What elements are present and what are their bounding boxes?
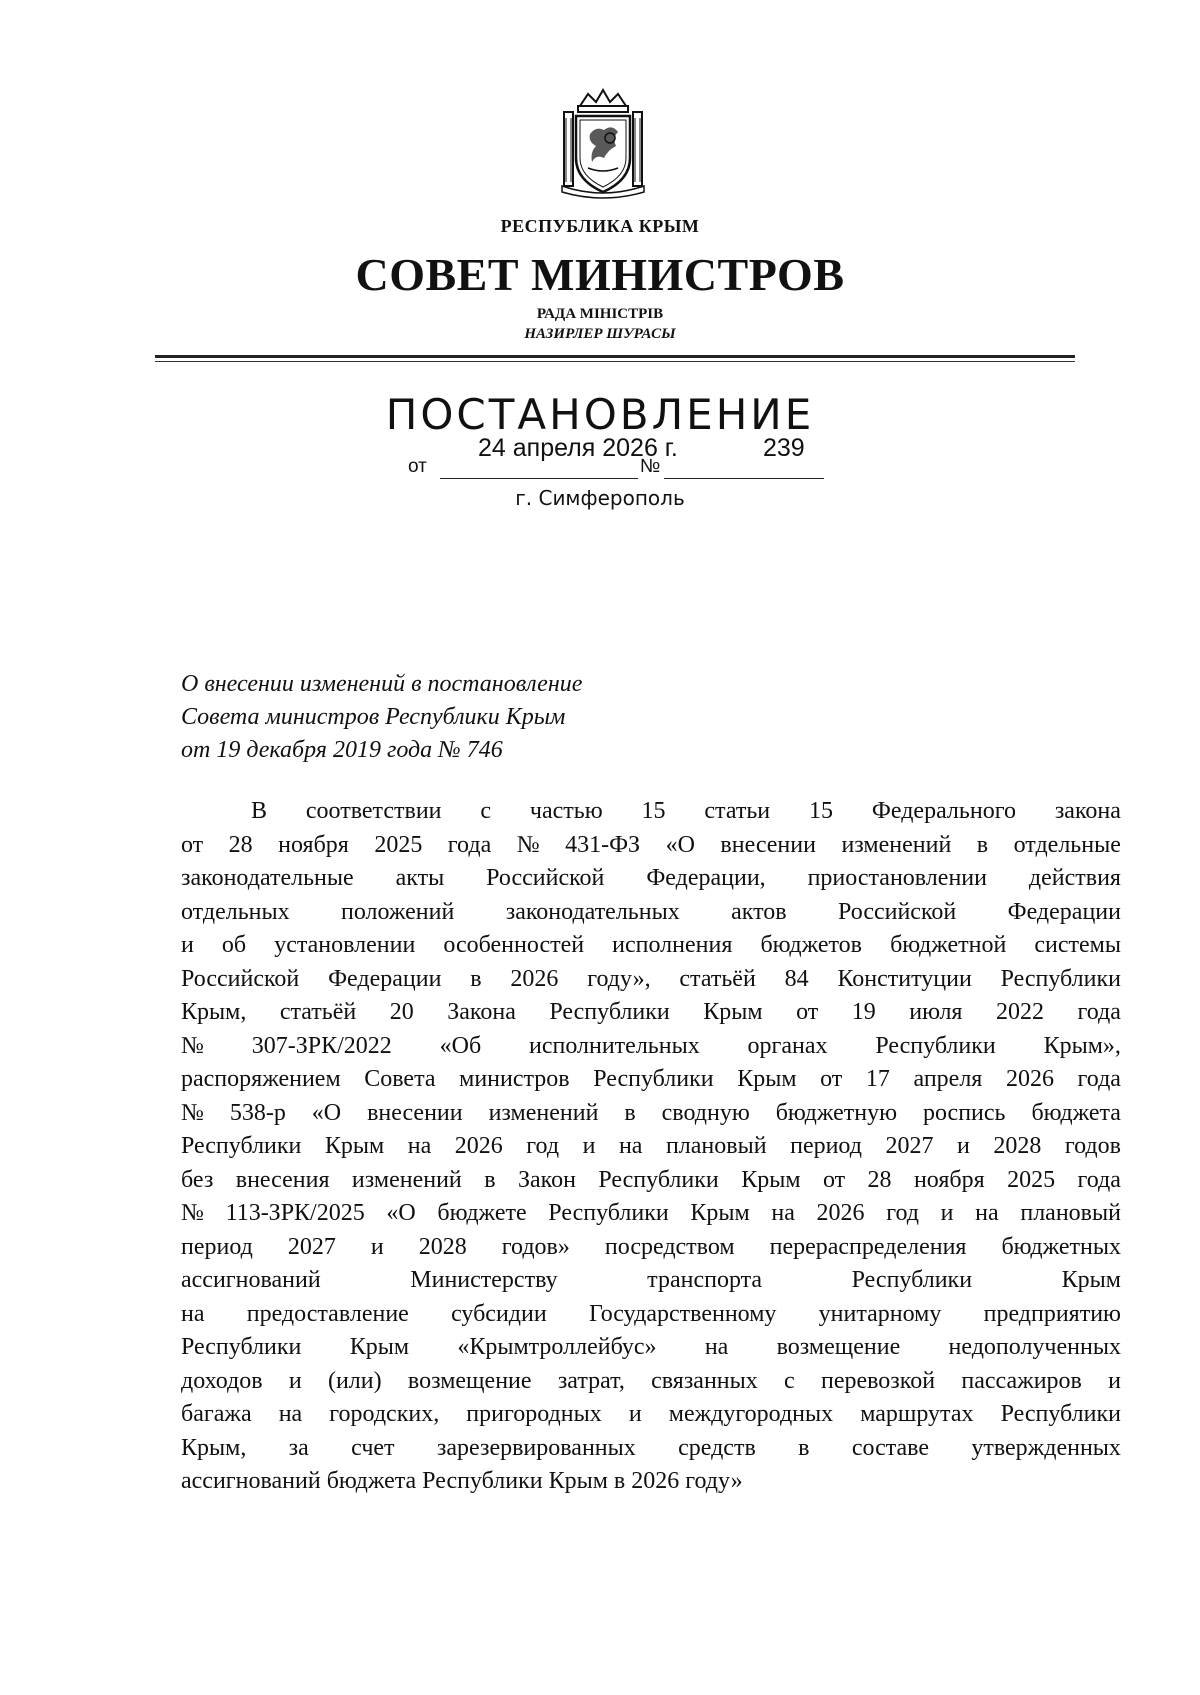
body-word: Республики xyxy=(875,1032,996,1059)
body-word: системы xyxy=(1034,932,1121,958)
body-word: приостановлении xyxy=(807,865,987,891)
body-word: № xyxy=(516,831,540,858)
body-word: внесении xyxy=(367,1099,463,1126)
body-word: и xyxy=(181,932,194,958)
body-word: пассажиров xyxy=(961,1367,1082,1394)
body-word: 2027 xyxy=(885,1133,934,1159)
body-word: на xyxy=(975,1200,999,1226)
body-line xyxy=(181,1398,1121,1432)
body-word: Крым xyxy=(703,999,763,1025)
body-word: бюджета xyxy=(1031,1099,1121,1126)
body-word: Крым xyxy=(741,1166,801,1193)
body-word: перераспределения xyxy=(769,1233,967,1260)
body-word: 2027 xyxy=(287,1233,336,1260)
body-word: «О xyxy=(386,1200,416,1226)
body-line xyxy=(181,963,1121,997)
body-word: недополученных xyxy=(948,1334,1121,1360)
body-word: бюджетной xyxy=(890,932,1007,958)
body-word: 28 xyxy=(228,831,253,858)
body-word: утвержденных xyxy=(971,1434,1121,1461)
body-word: 2026 xyxy=(816,1200,865,1226)
body-word: (или) xyxy=(327,1367,382,1394)
body-word: 431-ФЗ xyxy=(565,831,641,858)
body-word: года xyxy=(447,831,492,858)
body-word: статьи xyxy=(704,798,771,824)
body-word: июля xyxy=(909,999,963,1025)
coat-of-arms-icon xyxy=(560,88,646,200)
date-number-row xyxy=(0,434,1200,484)
body-word: на xyxy=(278,1401,303,1427)
body-word: Российской xyxy=(486,865,605,891)
body-word: на xyxy=(407,1133,432,1159)
body-word: зарезервированных xyxy=(436,1434,636,1461)
body-word: акты xyxy=(395,865,445,891)
body-word: статьёй xyxy=(279,999,357,1025)
body-word: внесении xyxy=(720,831,816,858)
body-word: от xyxy=(822,1166,846,1193)
body-word: об xyxy=(221,932,247,958)
date-underline xyxy=(440,478,638,479)
decree-title: ПОСТАНОВЛЕНИЕ xyxy=(385,390,815,439)
body-word: Крым», xyxy=(1043,1032,1121,1059)
body-word: унитарному xyxy=(818,1300,942,1327)
subject-line: от 19 декабря 2019 года № 746 xyxy=(181,737,503,763)
body-word: 28 xyxy=(867,1166,892,1193)
council-title: СОВЕТ МИНИСТРОВ xyxy=(355,249,845,300)
body-word: исполнительных xyxy=(528,1032,700,1059)
body-word: и xyxy=(628,1401,642,1427)
body-word: ноября xyxy=(278,831,349,858)
body-line xyxy=(181,1298,1121,1332)
body-word: года xyxy=(1077,999,1121,1025)
body-word: годов xyxy=(1064,1133,1121,1159)
body-line xyxy=(181,862,1121,896)
body-word: в xyxy=(484,1166,496,1193)
body-word: 15 xyxy=(641,798,666,824)
body-word: Конституции xyxy=(837,965,972,992)
body-word: Совета xyxy=(364,1066,436,1092)
body-word: период xyxy=(790,1133,862,1159)
body-line xyxy=(181,1365,1121,1399)
body-word: год xyxy=(886,1200,919,1226)
body-word: сводную xyxy=(661,1099,750,1126)
body-word: транспорта xyxy=(647,1267,763,1293)
body-word: роспись xyxy=(922,1099,1006,1126)
body-word: Закона xyxy=(447,999,516,1025)
body-word: в xyxy=(798,1434,810,1461)
body-word: год xyxy=(526,1133,560,1159)
body-word: Республики xyxy=(549,999,670,1025)
decree-number: 239 xyxy=(763,434,805,462)
body-word: законодательные xyxy=(181,865,354,891)
body-word: года xyxy=(1077,1166,1121,1193)
body-word: Крым xyxy=(737,1066,797,1092)
body-line xyxy=(181,996,1121,1030)
body-word: и xyxy=(582,1133,596,1159)
body-word: от xyxy=(820,1066,843,1092)
body-word: № xyxy=(181,1032,204,1059)
body-word: 2025 xyxy=(1007,1166,1056,1193)
body-word: распоряжением xyxy=(181,1066,341,1092)
body-word: Республики xyxy=(851,1267,973,1293)
body-word: перевозкой xyxy=(820,1367,936,1394)
body-line xyxy=(181,829,1121,863)
body-word: составе xyxy=(851,1434,929,1461)
body-line xyxy=(181,1130,1121,1164)
body-word: бюджетов xyxy=(760,932,862,958)
body-word: ассигнований xyxy=(181,1267,321,1293)
body-word: Государственному xyxy=(588,1300,777,1327)
body-word: Российской xyxy=(837,898,957,925)
body-word: бюджете xyxy=(437,1200,527,1226)
header-divider-thick xyxy=(155,355,1075,358)
body-word: без xyxy=(181,1166,214,1193)
body-word: Федерации xyxy=(1007,898,1121,925)
body-word: отдельные xyxy=(1013,831,1121,858)
body-word: Крым, xyxy=(181,1434,247,1461)
body-word: году», xyxy=(587,965,651,992)
body-word: изменений xyxy=(351,1166,462,1193)
body-word: «О xyxy=(311,1099,342,1126)
body-word: «Об xyxy=(439,1032,482,1059)
body-word: предприятию xyxy=(983,1300,1121,1327)
body-word: за xyxy=(288,1434,309,1461)
body-word: плановый xyxy=(665,1133,767,1159)
body-word: от xyxy=(796,999,819,1025)
body-word: Крым xyxy=(1061,1267,1121,1293)
body-word: ноября xyxy=(913,1166,985,1193)
body-word: частью xyxy=(529,798,603,824)
body-word: в xyxy=(470,965,482,992)
body-word: 113-ЗРК/2025 xyxy=(225,1200,365,1226)
body-word: Республики xyxy=(598,1166,719,1193)
body-word: 538-р xyxy=(229,1099,286,1126)
body-word: 2026 xyxy=(510,965,559,992)
body-word: Крым xyxy=(349,1334,410,1360)
body-word: и xyxy=(956,1133,970,1159)
body-word: маршрутах xyxy=(860,1401,974,1427)
body-word: пригородных xyxy=(466,1401,602,1427)
body-word: законодательных xyxy=(505,898,680,925)
republic-name: РЕСПУБЛИКА КРЫМ xyxy=(500,216,700,236)
body-word: внесения xyxy=(235,1166,330,1193)
body-word: затрат, xyxy=(557,1367,625,1394)
body-word: с xyxy=(480,798,492,824)
body-word: установлении xyxy=(274,932,416,958)
body-line xyxy=(181,1432,1121,1466)
body-line xyxy=(181,1063,1121,1097)
body-word: возмещение xyxy=(776,1334,901,1360)
body-word: багажа xyxy=(181,1401,252,1427)
body-word: министров xyxy=(459,1066,570,1092)
body-line: ассигнований бюджета Республики Крым в 2026 году» xyxy=(181,1468,743,1494)
body-word: изменений xyxy=(841,831,952,858)
decree-body xyxy=(181,795,1121,1499)
body-word: городских, xyxy=(329,1401,440,1427)
body-word: исполнения xyxy=(612,932,733,958)
body-word: № xyxy=(181,1099,204,1126)
body-word: Крым xyxy=(690,1200,750,1226)
body-word: Закон xyxy=(517,1166,576,1193)
body-word: бюджетных xyxy=(1001,1233,1121,1260)
body-word: и xyxy=(1108,1367,1121,1394)
body-word: «О xyxy=(665,831,695,858)
body-word: Республики xyxy=(593,1066,714,1092)
body-word: Республики xyxy=(1000,965,1121,992)
body-word: Республики xyxy=(181,1334,302,1360)
body-word: Российской xyxy=(181,965,300,992)
body-word: 307-ЗРК/2022 xyxy=(251,1032,392,1059)
body-line xyxy=(181,1164,1121,1198)
body-word: 20 xyxy=(389,999,414,1025)
body-word: счет xyxy=(351,1434,395,1461)
council-title-ua: РАДА МІНІСТРІВ xyxy=(536,306,664,322)
body-word: на xyxy=(618,1133,643,1159)
body-word: № xyxy=(181,1200,204,1226)
body-line xyxy=(181,1231,1121,1265)
body-word: закона xyxy=(1054,798,1121,824)
body-word: плановый xyxy=(1020,1200,1121,1226)
body-word: органах xyxy=(747,1032,828,1059)
body-word: актов xyxy=(731,898,787,925)
body-word: Крым, xyxy=(181,999,247,1025)
body-word: годов» xyxy=(501,1233,570,1260)
body-line xyxy=(181,1197,1121,1231)
body-line xyxy=(181,1097,1121,1131)
body-word: 2026 xyxy=(454,1133,503,1159)
decree-date: 24 апреля 2026 г. xyxy=(478,434,678,462)
body-word: и xyxy=(288,1367,302,1394)
body-line xyxy=(181,1331,1121,1365)
body-word: возмещение xyxy=(407,1367,532,1394)
body-word: в xyxy=(976,831,989,858)
body-word: связанных xyxy=(651,1367,758,1394)
body-word: 84 xyxy=(784,965,809,992)
body-word: 2025 xyxy=(374,831,423,858)
body-word: апреля xyxy=(913,1066,983,1092)
council-title-ct: НАЗИРЛЕР ШУРАСЫ xyxy=(524,326,676,342)
body-line xyxy=(181,1030,1121,1064)
body-line xyxy=(181,896,1121,930)
body-word: изменений xyxy=(488,1099,599,1126)
body-word: 19 xyxy=(851,999,876,1025)
decree-subject xyxy=(181,668,582,767)
body-word: от xyxy=(181,831,204,858)
number-label: № xyxy=(640,456,661,477)
body-word: соответствии xyxy=(305,798,442,824)
number-underline xyxy=(664,478,824,479)
body-line xyxy=(181,1264,1121,1298)
body-word: в xyxy=(624,1099,636,1126)
body-word: 2028 xyxy=(418,1233,467,1260)
body-word: 15 xyxy=(809,798,834,824)
body-word: Республики xyxy=(1000,1401,1121,1427)
body-word: Республики xyxy=(181,1133,302,1159)
body-word: Федерального xyxy=(871,798,1016,824)
body-word: Министерству xyxy=(410,1267,558,1293)
body-word: Федерации xyxy=(328,965,442,992)
city: г. Симферополь xyxy=(515,486,685,510)
body-word: на xyxy=(704,1334,729,1360)
body-line xyxy=(181,795,1121,829)
body-word: Крым xyxy=(324,1133,385,1159)
body-word: на xyxy=(771,1200,795,1226)
subject-line: О внесении изменений в постановление xyxy=(181,671,583,697)
header-divider-thin xyxy=(155,361,1075,362)
body-word: В xyxy=(251,798,268,824)
body-word: средств xyxy=(678,1434,756,1461)
body-word: и xyxy=(370,1233,384,1260)
body-word: и xyxy=(940,1200,954,1226)
body-word: предоставление xyxy=(246,1300,409,1327)
body-word: субсидии xyxy=(451,1300,547,1327)
body-word: статьёй xyxy=(679,965,756,992)
body-word: Федерации, xyxy=(646,865,766,891)
body-word: бюджетную xyxy=(775,1099,898,1126)
body-word: года xyxy=(1077,1066,1121,1092)
body-word: доходов xyxy=(181,1367,263,1394)
body-word: посредством xyxy=(604,1233,735,1260)
body-word: с xyxy=(784,1367,795,1394)
body-word: действия xyxy=(1028,865,1121,891)
body-word: 2028 xyxy=(993,1133,1042,1159)
body-word: положений xyxy=(340,898,455,925)
body-word: «Крымтроллейбус» xyxy=(457,1334,657,1360)
body-word: 17 xyxy=(865,1066,890,1092)
body-line xyxy=(181,929,1121,963)
body-word: Республики xyxy=(548,1200,669,1226)
subject-line: Совета министров Республики Крым xyxy=(181,704,566,730)
body-word: отдельных xyxy=(181,898,290,925)
body-word: на xyxy=(181,1300,205,1327)
body-word: междугородных xyxy=(668,1401,834,1427)
body-word: 2022 xyxy=(995,999,1044,1025)
body-word: особенностей xyxy=(443,932,585,958)
body-word: период xyxy=(181,1233,253,1260)
body-word: 2026 xyxy=(1005,1066,1054,1092)
from-label: от xyxy=(408,456,427,477)
